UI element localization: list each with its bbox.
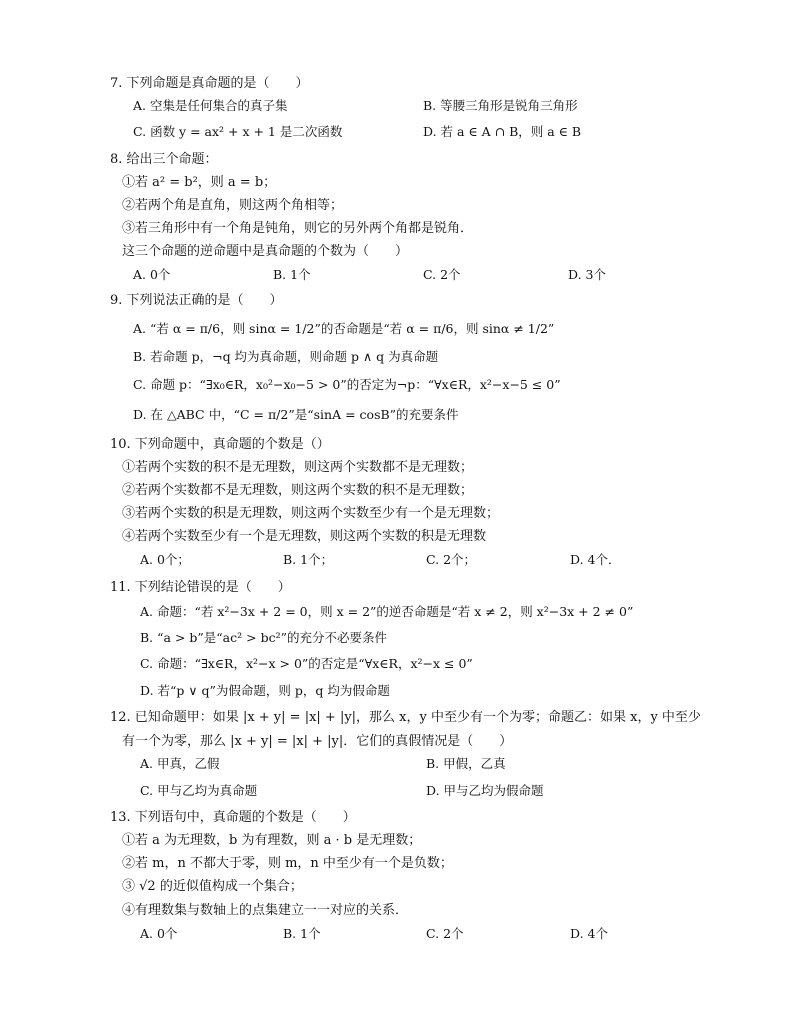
q11-option-d: D. 若“p ∨ q”为假命题，则 p，q 均为假命题 (140, 683, 390, 698)
q12-option-d: D. 甲与乙均为假命题 (426, 783, 544, 798)
q9-option-d: D. 在 △ABC 中，“C = π/2”是“sinA = cosB”的充要条件 (133, 407, 459, 422)
q10-option-b: B. 1个； (283, 552, 334, 567)
q13-statement-3: ③ √2 的近似值构成一个集合； (122, 879, 303, 894)
question-7-stem: 7. 下列命题是真命题的是（ ） (110, 76, 309, 91)
q8-option-d: D. 3个 (568, 267, 606, 282)
q12-option-b: B. 甲假，乙真 (426, 756, 506, 771)
q9-option-c: C. 命题 p：“∃x₀∈R，x₀²−x₀−5 > 0”的否定为¬p：“∀x∈R，x²−x−5 ≤ 0” (133, 377, 561, 392)
question-10-stem: 10. 下列命题中，真命题的个数是（） (110, 437, 330, 452)
q9-option-a: A. “若 α = π/6，则 sinα = 1/2”的否命题是“若 α = π/6，则 sinα ≠ 1/2” (133, 321, 555, 336)
q8-option-b: B. 1个 (273, 267, 311, 282)
q11-option-b: B. “a > b”是“ac² > bc²”的充分不必要条件 (140, 630, 387, 645)
q8-statement-2: ②若两个角是直角，则这两个角相等； (122, 198, 344, 213)
q9-option-b: B. 若命题 p，¬q 均为真命题，则命题 p ∧ q 为真命题 (133, 349, 439, 364)
q10-statement-4: ④若两个实数至少有一个是无理数，则这两个实数的积是无理数 (122, 529, 487, 544)
q11-option-c: C. 命题：“∃x∈R，x²−x > 0”的否定是“∀x∈R，x²−x ≤ 0” (140, 656, 473, 671)
q8-option-c: C. 2个 (423, 267, 461, 282)
q10-statement-3: ③若两个实数的积是无理数，则这两个实数至少有一个是无理数； (122, 506, 500, 521)
question-12-stem-line-1: 12. 已知命题甲：如果 |x + y| = |x| + |y|，那么 x，y 中至少有一个为零；命题乙：如果 x，y 中至少 (110, 710, 701, 725)
q13-statement-1: ①若 a 为无理数，b 为有理数，则 a · b 是无理数； (122, 833, 422, 848)
q8-question: 这三个命题的逆命题中是真命题的个数为（ ） (122, 244, 409, 259)
q8-statement-1: ①若 a² = b²，则 a = b； (122, 175, 277, 190)
q13-option-a: A. 0个 (140, 926, 178, 941)
q13-statement-2: ②若 m，n 不都大于零，则 m，n 中至少有一个是负数； (122, 856, 453, 871)
question-13-stem: 13. 下列语句中，真命题的个数是（ ） (110, 810, 356, 825)
q13-option-b: B. 1个 (283, 926, 321, 941)
q7-option-d: D. 若 a ∈ A ∩ B，则 a ∈ B (423, 124, 582, 139)
q13-option-d: D. 4个 (570, 926, 608, 941)
q10-option-c: C. 2个； (426, 552, 477, 567)
q12-option-a: A. 甲真，乙假 (140, 756, 220, 771)
q10-option-a: A. 0个； (140, 552, 190, 567)
q10-option-d: D. 4个． (570, 552, 621, 567)
q10-statement-1: ①若两个实数的积不是无理数，则这两个实数都不是无理数； (122, 460, 474, 475)
q13-statement-4: ④有理数集与数轴上的点集建立一一对应的关系． (122, 903, 409, 918)
q12-option-c: C. 甲与乙均为真命题 (140, 783, 258, 798)
q7-option-b: B. 等腰三角形是锐角三角形 (423, 98, 578, 113)
q11-option-a: A. 命题：“若 x²−3x + 2 = 0，则 x = 2”的逆否命题是“若 x ≠ 2，则 x²−3x + 2 ≠ 0” (140, 604, 634, 619)
q10-statement-2: ②若两个实数都不是无理数，则这两个实数的积不是无理数； (122, 483, 474, 498)
question-8-stem: 8. 给出三个命题： (110, 152, 218, 167)
q7-option-c: C. 函数 y = ax² + x + 1 是二次函数 (133, 124, 343, 139)
q13-option-c: C. 2个 (426, 926, 464, 941)
q8-statement-3: ③若三角形中有一个角是钝角，则它的另外两个角都是锐角． (122, 221, 474, 236)
question-11-stem: 11. 下列结论错误的是（ ） (110, 580, 291, 595)
question-9-stem: 9. 下列说法正确的是（ ） (110, 293, 283, 308)
q7-option-a: A. 空集是任何集合的真子集 (133, 98, 288, 113)
q8-option-a: A. 0个 (133, 267, 171, 282)
question-12-stem-line-2: 有一个为零，那么 |x + y| = |x| + |y|．它们的真假情况是（ ） (122, 734, 513, 749)
